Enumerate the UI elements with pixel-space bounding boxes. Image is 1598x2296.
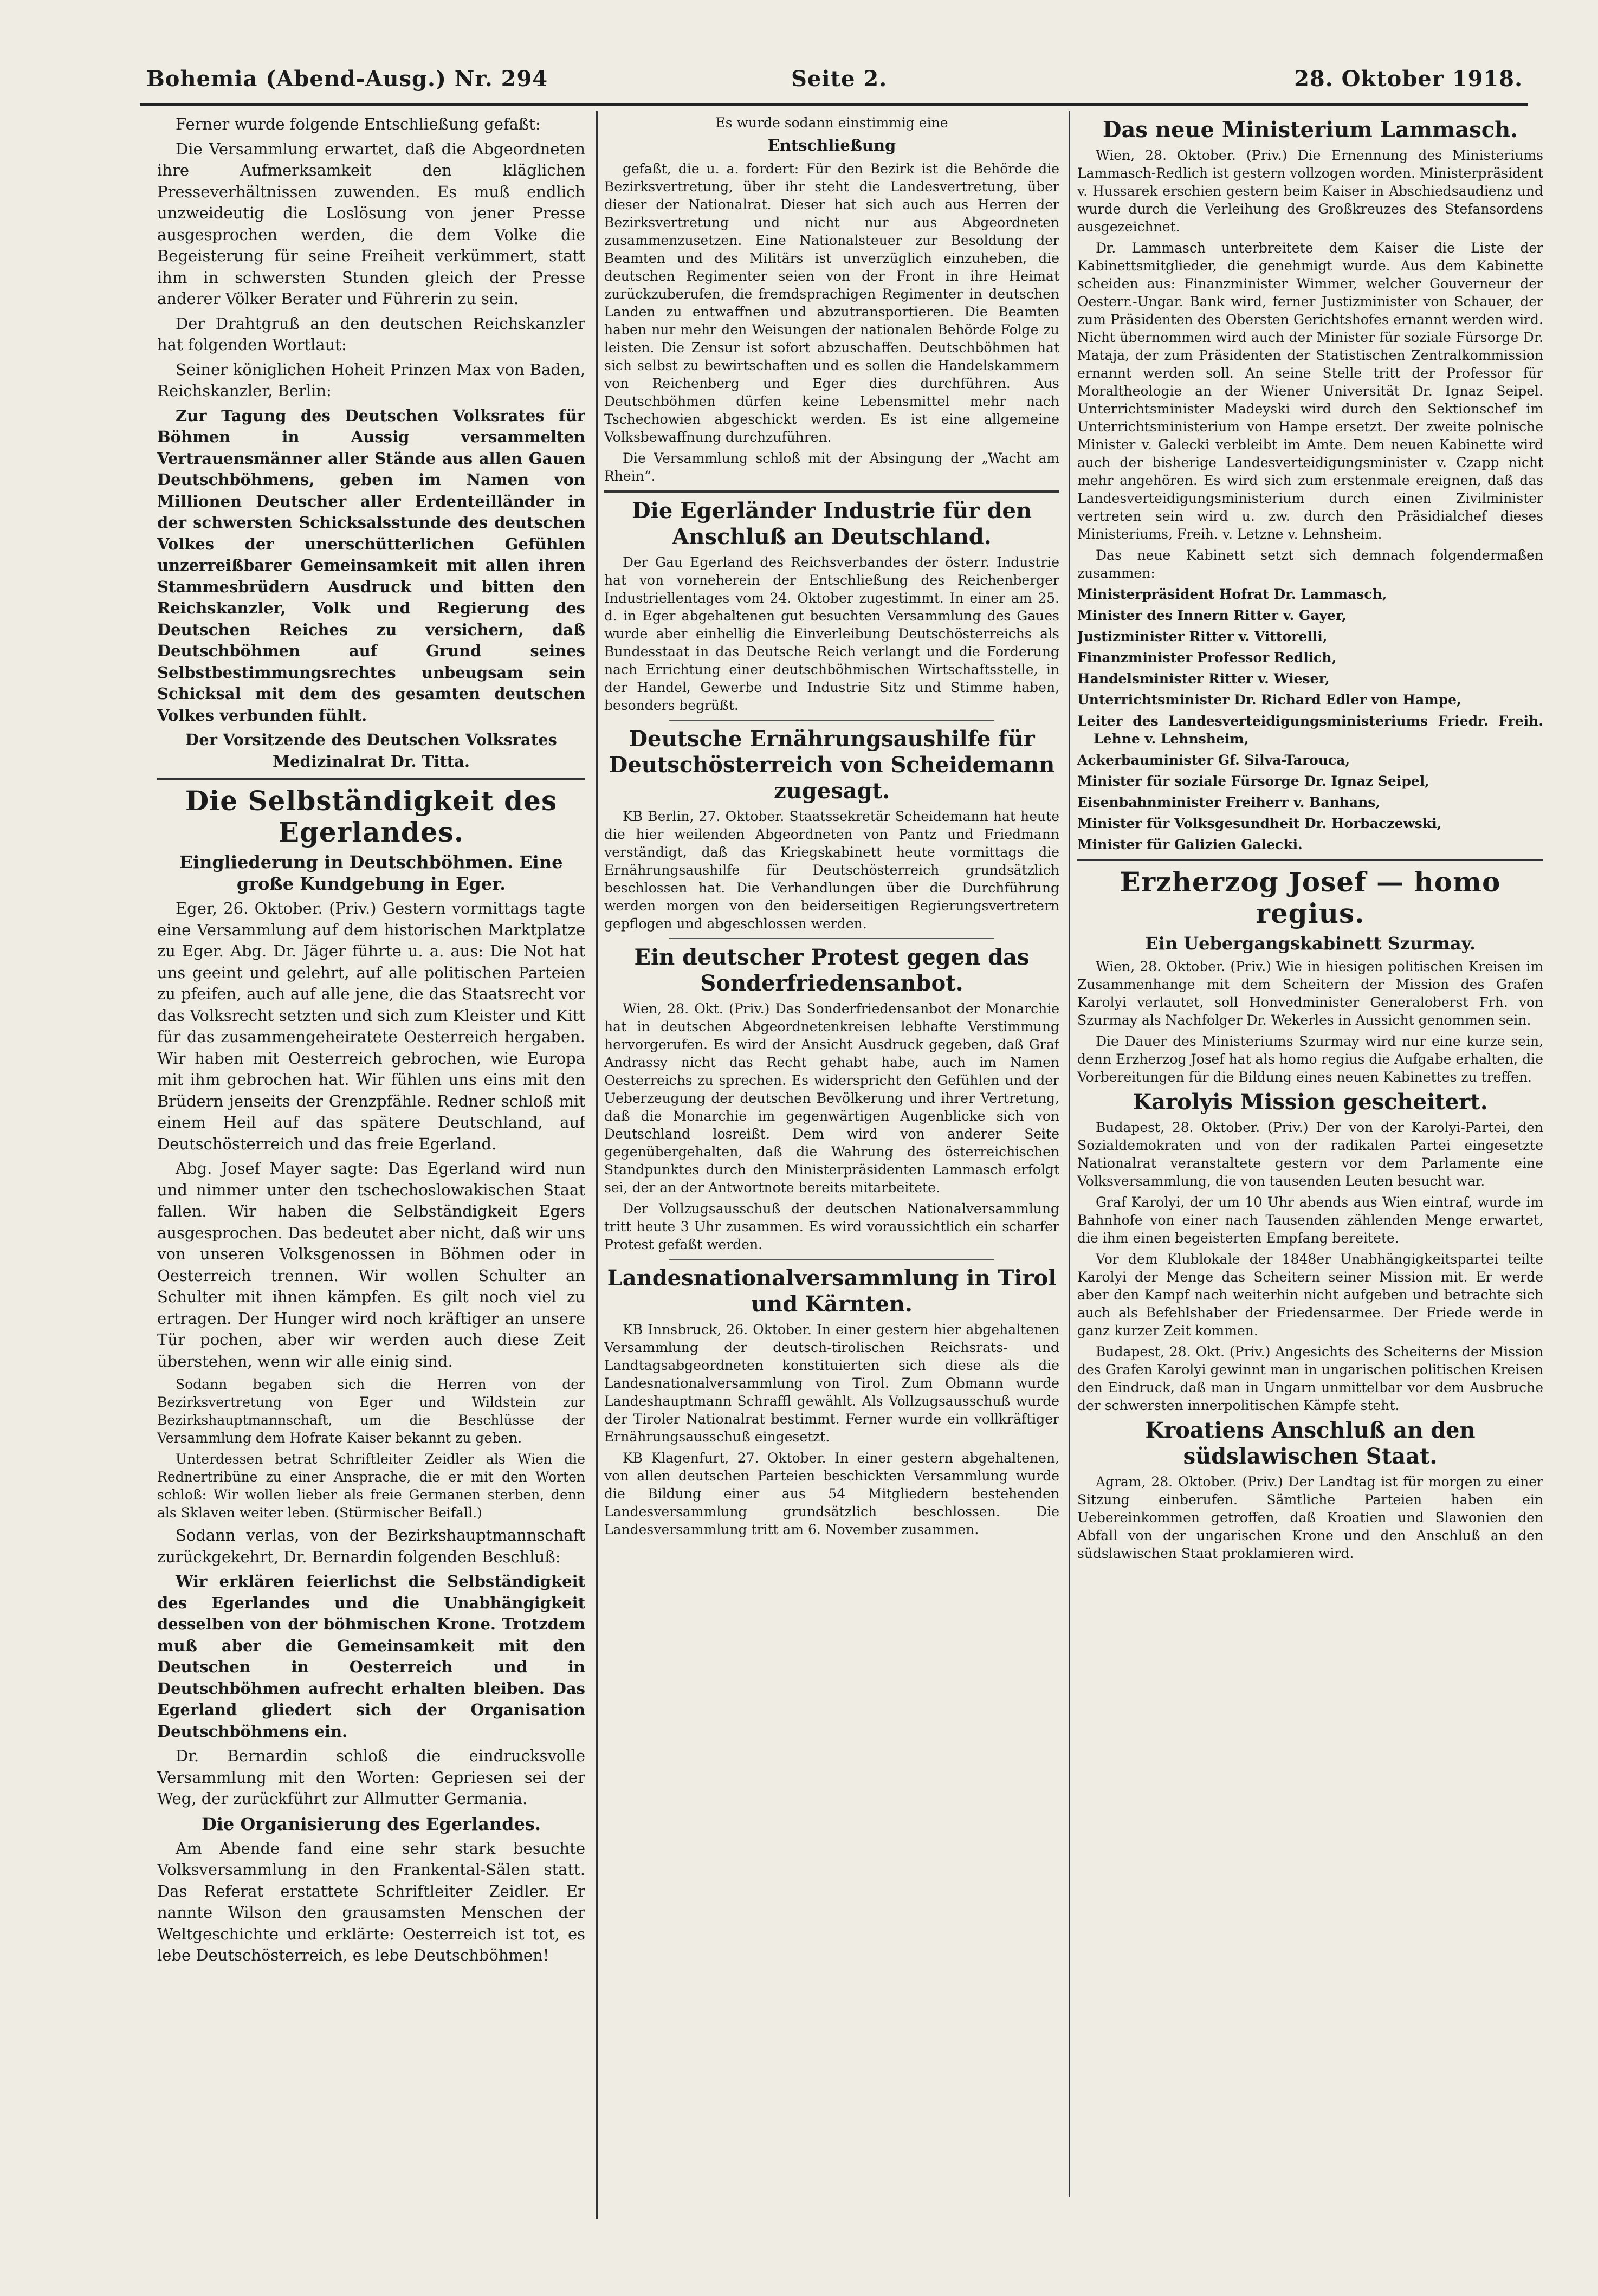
list-item: Finanzminister Professor Redlich,	[1077, 650, 1337, 665]
headline: Kroatiens Anschluß an den südslawischen Staat.	[1145, 1418, 1476, 1469]
subheadline: Die Organisierung des Egerlandes.	[201, 1813, 541, 1834]
paragraph: Am Abende fand eine sehr stark besuchte Volksversammlung in den Frankental-Sälen statt. Das Referat erstattete Schriftleiter Zeidler. Er nannte Wilson den grausamsten Menschen der Weltgeschichte und erklärte: Oesterreich ist tot, es lebe Deutschösterreich, es lebe Deutschböhmen!	[157, 1839, 585, 1964]
subheadline: Eingliederung in Deutschböhmen. Eine große Kundgebung in Eger.	[179, 852, 563, 894]
list-item: Minister für soziale Fürsorge Dr. Ignaz Seipel,	[1077, 773, 1429, 789]
list-item: Handelsminister Ritter v. Wieser,	[1077, 671, 1330, 687]
paragraph: Dr. Bernardin schloß die eindrucksvolle Versammlung mit den Worten: Gepriesen sei der Weg, der zurückführt zur Allmutter Germania.	[157, 1747, 585, 1808]
headline: Landesnationalversammlung in Tirol und Kärnten.	[607, 1265, 1057, 1317]
divider	[1077, 859, 1543, 861]
paragraph: Sodann begaben sich die Herren von der Bezirksvertretung von Eger und Wildstein zur Bezirkshauptmannschaft, um die Beschlüsse der Versammlung dem Hofrate Kaiser bekannt zu geben.	[157, 1376, 585, 1446]
divider	[604, 490, 1059, 493]
list-item: Unterrichtsminister Dr. Richard Edler von Hampe,	[1077, 692, 1461, 708]
paragraph: KB Berlin, 27. Oktober. Staatssekretär Scheidemann hat heute die hier weilenden Abgeordneten von Pantz und Friedmann verständigt, daß das Kriegskabinett heute vormittags die Ernährungsaushilfe für Deutschösterreich grundsätzlich beschlossen hat. Die Verhandlungen über die Durchführung werden morgen von den beiderseitigen Regierungsvertretern gepflogen und abgeschlossen werden.	[604, 808, 1059, 932]
headline: Die Selbständigkeit des Egerlandes.	[185, 785, 558, 848]
paragraph: Dr. Lammasch unterbreitete dem Kaiser die Liste der Kabinettsmitglieder, die genehmigt wurde. Aus dem Kabinette scheiden aus: Finanzminister Wimmer, welcher Gouverneur der Oesterr.-Ungar. Bank wird, ferner Justizminister von Schauer, der zum Präsidenten des Obersten Gerichtshofes ernannt werden wird. Nicht übernommen wird auch der Minister für soziale Fürsorge Dr. Mataja, der zum Präsidenten der Statistischen Zentralkommission ernannt werden soll. An seine Stelle tritt der Professor für Moraltheologie an der Wiener Universität Dr. Ignaz Seipel. Unterrichtsminister Madeyski wird durch den Sektionschef im Unterrichtsministerium von Hampe ersetzt. Der zweite polnische Minister v. Galecki verbleibt im Amte. Dem neuen Kabinette wird auch der bisherige Landesverteidigungsminister v. Czapp nicht mehr angehören. Es wird sich zum erstenmale ereignen, daß das Landesverteidigungsministerium durch einen Zivilminister vertreten sein wird u. zw. durch den Präsidialchef dieses Ministeriums, Freih. v. Letzne v. Lehnsheim.	[1077, 240, 1543, 542]
headline: Das neue Ministerium Lammasch.	[1102, 117, 1518, 143]
list-item: Ackerbauminister Gf. Silva-Tarouca,	[1077, 752, 1350, 768]
list-item: Ministerpräsident Hofrat Dr. Lammasch,	[1077, 586, 1387, 602]
list-item: Minister für Galizien Galecki.	[1077, 837, 1303, 852]
column-3	[1077, 114, 1543, 2173]
list-item: Minister des Innern Ritter v. Gayer,	[1077, 607, 1347, 623]
cabinet-list	[1077, 585, 1543, 853]
list-item: Eisenbahnminister Freiherr v. Banhans,	[1077, 794, 1381, 810]
headline: Ein deutscher Protest gegen das Sonderfriedensanbot.	[634, 944, 1030, 996]
paragraph: Zur Tagung des Deutschen Volksrates für Böhmen in Aussig versammelten Vertrauensmänner aller Stände aus allen Gauen Deutschböhmens, geben im Namen von Millionen Deutscher aller Erdenteilländer in der schwersten Schicksalsstunde des deutschen Volkes der unerschütterlichen Gefühlen unzerreißbarer Gemeinsamkeit mit allen ihren Stammesbrüdern Ausdruck und bitten den Reichskanzler, Volk und Regierung des Deutschen Reiches zu versichern, daß Deutschböhmen auf Grund seines Selbstbestimmungsrechtes unbeugsam sein Schicksal mit dem des gesamten deutschen Volkes verbunden fühlt.	[157, 406, 585, 725]
paragraph: KB Klagenfurt, 27. Oktober. In einer gestern abgehaltenen, von allen deutschen Parteien beschickten Versammlung wurde die Bildung einer aus 54 Mitgliedern bestehenden Landesversammlung grundsätzlich beschlossen. Die Landesversammlung tritt am 6. November zusammen.	[604, 1450, 1059, 1537]
divider	[669, 1259, 994, 1260]
paragraph: Der Gau Egerland des Reichsverbandes der österr. Industrie hat von vorneherein der Entschließung des Reichenberger Industriellentages vom 24. Oktober zugestimmt. In einer am 25. d. in Eger abgehaltenen gut besuchten Versammlung des Gaues wurde aber einhellig die Einverleibung Deutschösterreichs als Bundesstaat in das Deutsche Reich verlangt und die Forderung nach Errichtung einer deutschböhmischen Wirtschaftsstelle, in der Handel, Gewerbe und Industrie Sitz und Stimme haben, besonders begrüßt.	[604, 554, 1059, 713]
divider	[669, 938, 994, 939]
subheadline: Entschließung	[767, 136, 896, 154]
paragraph: Es wurde sodann einstimmig eine	[715, 115, 948, 131]
masthead	[146, 61, 1523, 99]
subheadline: Ein Uebergangskabinett Szurmay.	[1145, 933, 1476, 954]
paragraph: Seiner königlichen Hoheit Prinzen Max von Baden, Reichskanzler, Berlin:	[157, 360, 585, 400]
paragraph: Unterdessen betrat Schriftleiter Zeidler als Wien die Rednertribüne zu einer Ansprache, die er mit den Worten schloß: Wir wollen lieber als freie Germanen sterben, denn als Sklaven weiter leben. (Stürmischer Beifall.)	[157, 1451, 585, 1521]
paragraph: Graf Karolyi, der um 10 Uhr abends aus Wien eintraf, wurde im Bahnhofe von einer nach Tausenden zählenden Menge erwartet, die ihm einen begeisterten Empfang bereitete.	[1077, 1194, 1543, 1246]
headline: Die Egerländer Industrie für den Anschluß an Deutschland.	[631, 497, 1032, 549]
paragraph: Budapest, 28. Okt. (Priv.) Angesichts des Scheiterns der Mission des Grafen Karolyi gewinnt man in ungarischen politischen Kreisen den Eindruck, daß man in Ungarn unmittelbar vor dem Ausbruche der schwersten innerpolitischen Kämpfe steht.	[1077, 1344, 1543, 1413]
masthead-date: 28. Oktober 1918.	[1294, 66, 1523, 92]
paragraph: Der Vollzugsausschuß der deutschen Nationalversammlung tritt heute 3 Uhr zusammen. Es wird voraussichtlich ein scharfer Protest gefaßt werden.	[604, 1200, 1059, 1252]
paragraph: Die Dauer des Ministeriums Szurmay wird nur eine kurze sein, denn Erzherzog Josef hat als homo regius die Aufgabe erhalten, die Vorbereitungen für die Bildung eines neuen Kabinettes zu treffen.	[1077, 1033, 1543, 1085]
paragraph: Eger, 26. Oktober. (Priv.) Gestern vormittags tagte eine Versammlung auf dem historischen Marktplatze zu Eger. Abg. Dr. Jäger führte u. a. aus: Die Not hat uns geeint und gelehrt, auf alle politischen Parteien zu pfeifen, auch auf alle jene, die das Staatsrecht vor das Volksrecht setzten und sich zum Kleister und Kitt für das zusammengeheiratete Oesterreich hergaben. Wir haben mit Oesterreich gebrochen, wie Europa mit ihm gebrochen hat. Wir fühlen uns eins mit den Brüdern jenseits der Grenzpfähle. Redner schloß mit einem Heil auf das spätere Deutschland, auf Deutschösterreich und das freie Egerland.	[157, 899, 585, 1153]
paragraph: Agram, 28. Oktober. (Priv.) Der Landtag ist für morgen zu einer Sitzung einberufen. Sämtliche Parteien haben ein Uebereinkommen getroffen, daß Kroatien und Slawonien den Abfall von der ungarischen Krone und den Anschluß an den südslawischen Staat proklamieren wird.	[1077, 1474, 1543, 1561]
paragraph: Die Versammlung schloß mit der Absingung der „Wacht am Rhein“.	[604, 450, 1059, 484]
paragraph: Sodann verlas, von der Bezirkshauptmannschaft zurückgekehrt, Dr. Bernardin folgenden Beschluß:	[157, 1526, 585, 1566]
headline: Karolyis Mission gescheitert.	[1133, 1089, 1488, 1115]
paragraph: gefaßt, die u. a. fordert: Für den Bezirk ist die Behörde die Bezirksvertretung, über ihr steht die Landesvertretung, über dieser der Nationalrat. Dieser hat sich auch aus Herren der Bezirksvertretung und nicht nur aus Abgeordneten zusammenzusetzen. Eine Nationalsteuer zur Besoldung der Beamten und des Militärs ist unverzüglich einzuheben, die deutschen Regimenter seien von der Front in ihre Heimat zurückzuberufen, die fremdsprachigen Regimenter in deutschen Landen zu entwaffnen und abzutransportieren. Die Beamten haben nur mehr den Weisungen der nationalen Behörde Folge zu leisten. Die Zensur ist sofort abzuschaffen. Deutschböhmen hat sich selbst zu bewirtschaften und es sollen die Handelskammern von Reichenberg und Eger dies durchführen. Aus Deutschböhmen dürfen keine Lebensmittel mehr nach Tschechowien abgeschickt werden. Es ist eine allgemeine Volksbewaffnung durchzuführen.	[604, 160, 1059, 445]
paragraph: Ferner wurde folgende Entschließung gefaßt:	[176, 115, 541, 133]
masthead-rule	[140, 103, 1528, 106]
paragraph: Das neue Kabinett setzt sich demnach folgendermaßen zusammen:	[1077, 547, 1543, 581]
paragraph: Wien, 28. Oktober. (Priv.) Wie in hiesigen politischen Kreisen im Zusammenhange mit dem Scheitern der Mission des Grafen Karolyi verlautet, soll Honvedminister Generaloberst Frh. von Szurmay als Nachfolger Dr. Wekerles in Aussicht genommen sein.	[1077, 959, 1543, 1028]
page-number: Seite 2.	[791, 66, 888, 92]
column-2	[604, 114, 1059, 2195]
column-1	[157, 114, 585, 2216]
divider	[669, 720, 994, 721]
signature: Der Vorsitzende des Deutschen Volksrates Medizinalrat Dr. Titta.	[185, 730, 557, 771]
paragraph: Budapest, 28. Oktober. (Priv.) Der von der Karolyi-Partei, den Sozialdemokraten und von der radikalen Partei eingesetzte Nationalrat veranstaltete gestern vor dem Parlamente eine Volksversammlung, die von tausenden Leuten besucht war.	[1077, 1120, 1543, 1189]
paragraph: Abg. Josef Mayer sagte: Das Egerland wird nun und nimmer unter den tschechoslowakischen Staat fallen. Wir haben die Selbständigkeit Egers ausgesprochen. Das bedeutet aber nicht, daß wir uns von unseren Volksgenossen in Böhmen oder in Oesterreich trennen. Wir wollen Schulter an Schulter mit ihnen kämpfen. Es gilt noch viel zu ertragen. Der Hunger wird noch kräftiger an unsere Tür pochen, aber wir werden auch diese Zeit überstehen, wenn wir alle einig sind.	[157, 1159, 585, 1370]
list-item: Justizminister Ritter v. Vittorelli,	[1077, 629, 1328, 644]
column-divider	[596, 111, 598, 2219]
paragraph: KB Innsbruck, 26. Oktober. In einer gestern hier abgehaltenen Versammlung der deutsch-tirolischen Reichsrats- und Landtagsabgeordneten konstituierten sich diese als die Landesnationalversammlung von Tirol. Zum Obmann wurde Landeshauptmann Schraffl gewählt. Als Vollzugsausschuß wurde der Tiroler Nationalrat bestimmt. Ferner wurde ein vollkräftiger Ernährungsausschuß eingesetzt.	[604, 1321, 1059, 1445]
list-item: Leiter des Landesverteidigungsministeriums Friedr. Freih. Lehne v. Lehnsheim,	[1077, 713, 1543, 747]
paragraph: Wien, 28. Okt. (Priv.) Das Sonderfriedensanbot der Monarchie hat in deutschen Abgeordnetenkreisen lebhafte Verstimmung hervorgerufen. Es wird der Ansicht Ausdruck gegeben, daß Graf Andrassy nicht das Recht gehabt habe, auch im Namen Oesterreichs zu sprechen. Es widerspricht den Gefühlen und der Ueberzeugung der deutschen Bevölkerung und ihrer Vertretung, daß die Monarchie im gegenwärtigen Augenblicke sich von Deutschland losreißt. Dem wird von anderer Seite gegenübergehalten, daß die Wahrung des österreichischen Standpunktes durch den Ministerpräsidenten Lammasch erfolgt sei, der an der Antwortnote bereits mitarbeitete.	[604, 1000, 1059, 1195]
headline: Erzherzog Josef — homo regius.	[1120, 866, 1501, 929]
masthead-title: Bohemia (Abend-Ausg.) Nr. 294	[146, 66, 548, 92]
paragraph: Wir erklären feierlichst die Selbständigkeit des Egerlandes und die Unabhängigkeit desselben von der böhmischen Krone. Trotzdem muß aber die Gemeinsamkeit mit den Deutschen in Oesterreich und in Deutschböhmen aufrecht erhalten bleiben. Das Egerland gliedert sich der Organisation Deutschböhmens ein.	[157, 1572, 585, 1741]
paragraph: Wien, 28. Oktober. (Priv.) Die Ernennung des Ministeriums Lammasch-Redlich ist gestern vollzogen worden. Ministerpräsident v. Hussarek erschien gestern beim Kaiser in Abschiedsaudienz und wurde durch die Verleihung des Großkreuzes des Stefansordens ausgezeichnet.	[1077, 147, 1543, 235]
paragraph: Die Versammlung erwartet, daß die Abgeordneten ihre Aufmerksamkeit den kläglichen Presseverhältnissen zuwenden. Es muß endlich unzweideutig die Loslösung von jener Presse ausgesprochen werden, die dem Volke die Begeisterung für seine Freiheit verkümmert, statt ihm in schwersten Stunden gleich der Presse anderer Völker Berater und Führerin zu sein.	[157, 139, 585, 308]
headline: Deutsche Ernährungsaushilfe für Deutschösterreich von Scheidemann zugesagt.	[609, 726, 1055, 804]
divider	[157, 778, 585, 780]
list-item: Minister für Volksgesundheit Dr. Horbaczewski,	[1077, 816, 1442, 831]
paragraph: Der Drahtgruß an den deutschen Reichskanzler hat folgenden Wortlaut:	[157, 314, 585, 354]
paragraph: Vor dem Klublokale der 1848er Unabhängigkeitspartei teilte Karolyi der Menge das Scheitern seiner Mission mit. Er werde aber den Kampf nach weiterhin nicht aufgeben und betrachte sich auch als Befehlshaber der Friedensarmee. Der Friede werde in ganz kurzer Zeit kommen.	[1077, 1251, 1543, 1338]
column-divider	[1069, 111, 1070, 2197]
